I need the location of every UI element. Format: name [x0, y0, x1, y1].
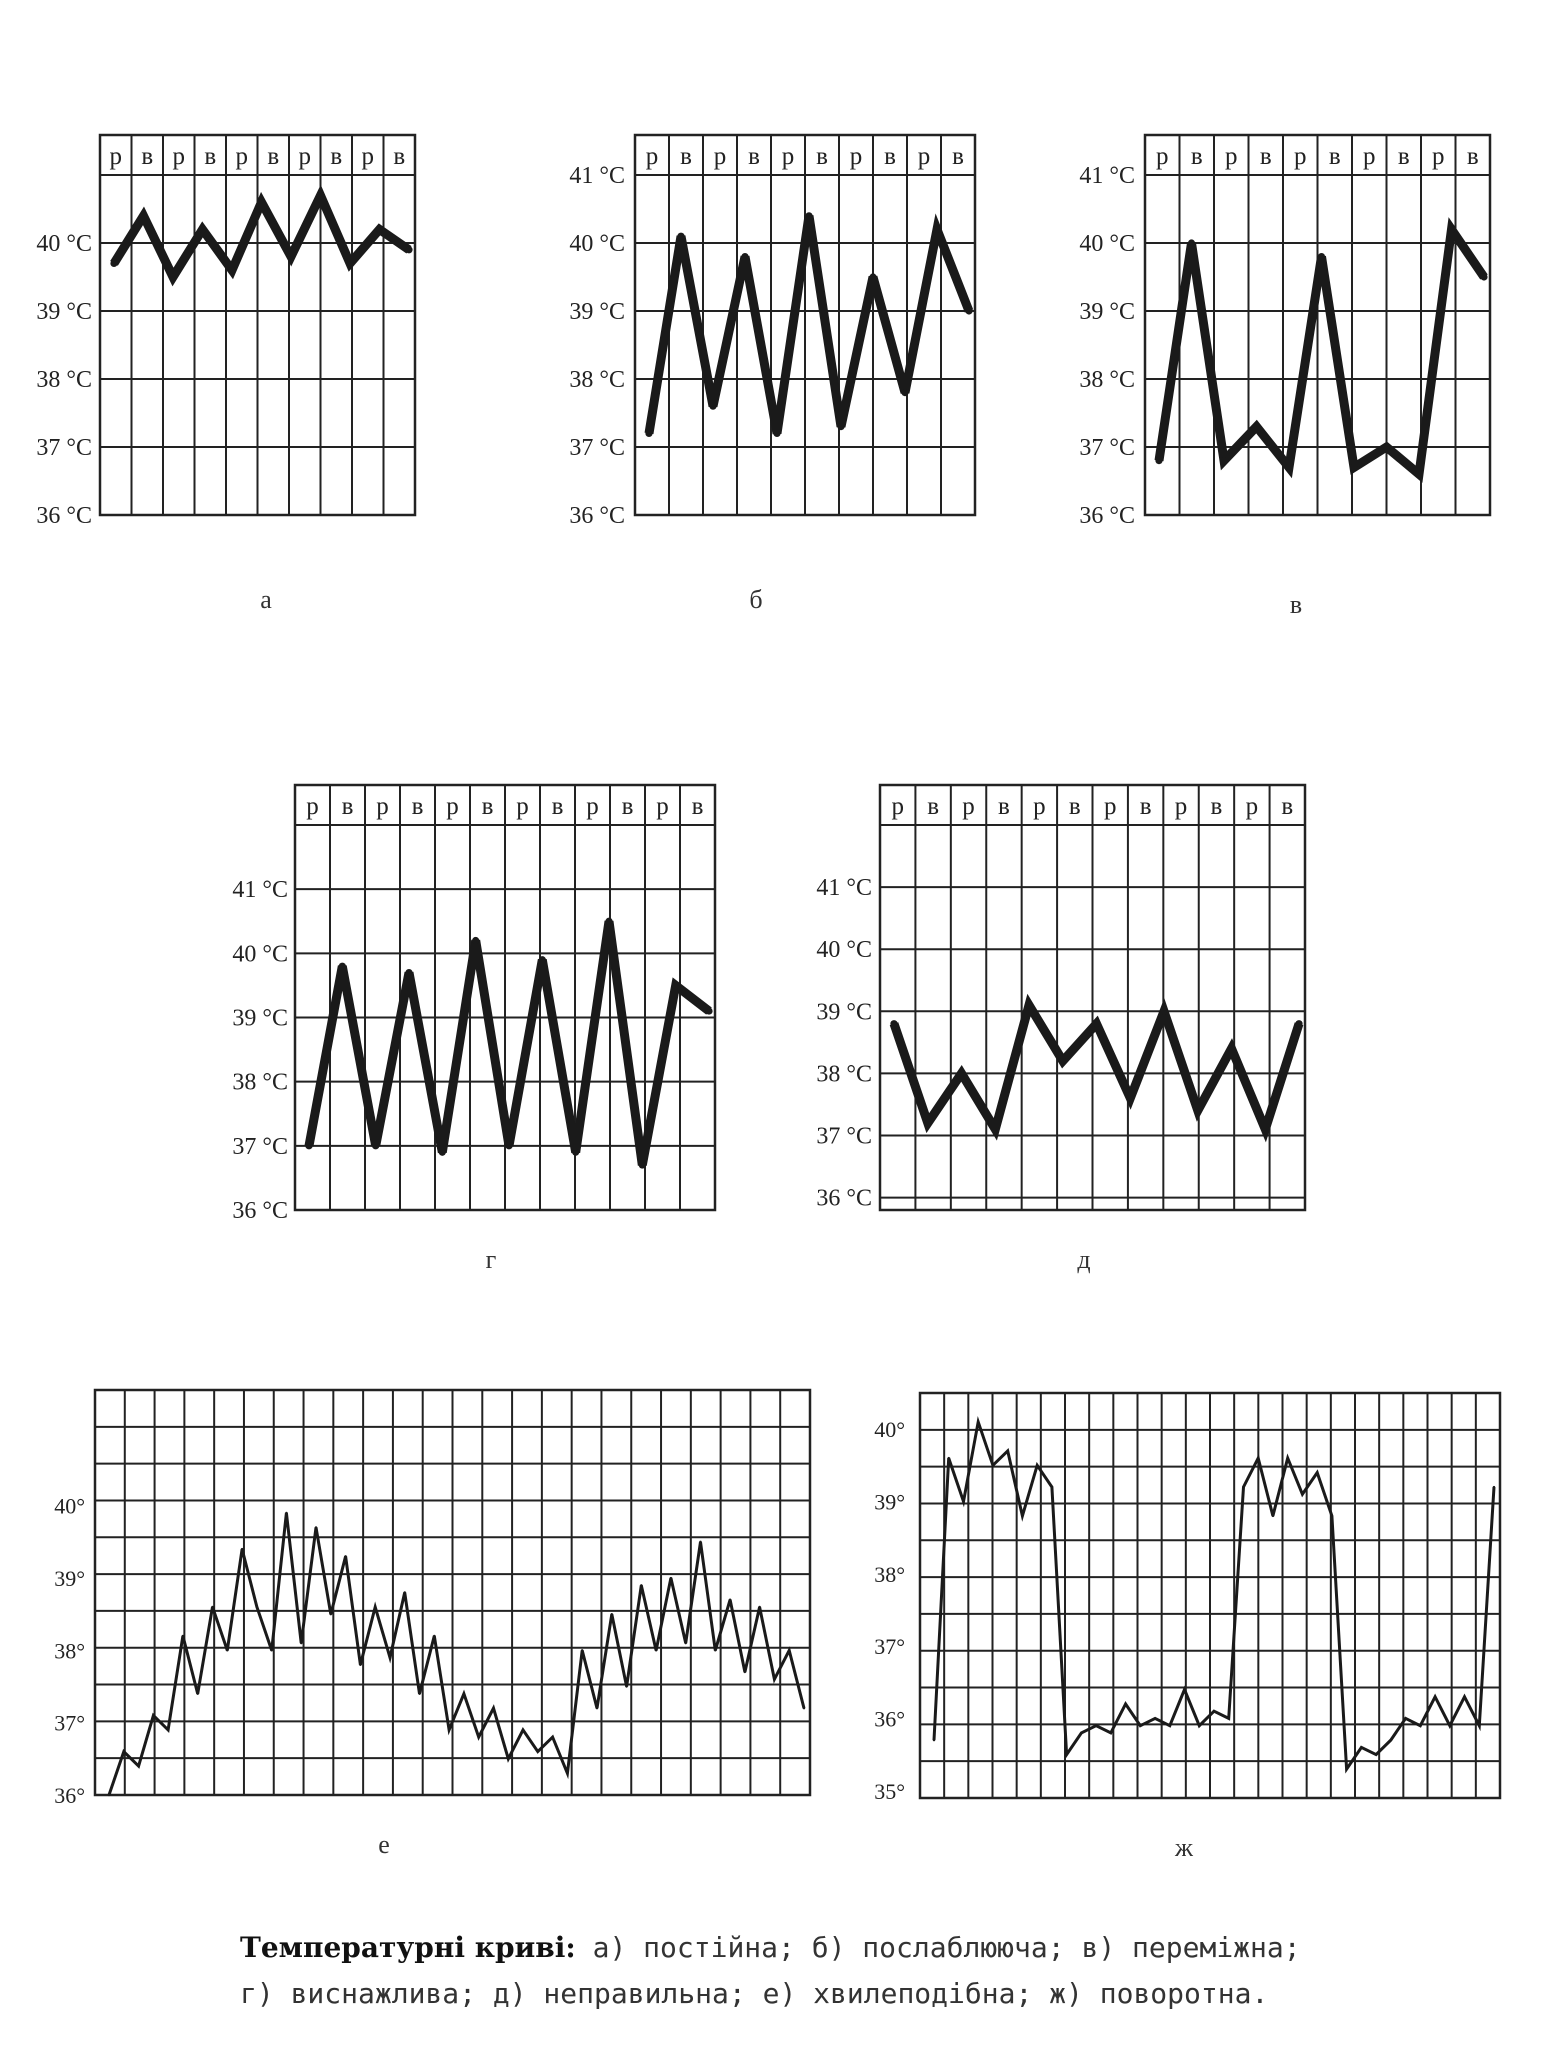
- series-line: [934, 1422, 1494, 1769]
- data-point: [1183, 1688, 1185, 1690]
- y-tick-label: 37°: [874, 1634, 905, 1660]
- y-tick-label: 41 °C: [569, 163, 625, 189]
- header-label: в: [1210, 793, 1223, 820]
- data-point: [655, 1649, 657, 1651]
- grid: [95, 1390, 810, 1795]
- data-point: [788, 1649, 790, 1651]
- y-tick-label: 37 °C: [816, 1123, 872, 1150]
- data-point: [305, 1142, 312, 1149]
- data-point: [924, 1119, 931, 1126]
- data-point: [605, 918, 612, 925]
- y-tick-label: 36°: [874, 1706, 905, 1732]
- header-label: в: [816, 143, 828, 170]
- data-point: [507, 1758, 509, 1760]
- data-point: [197, 1693, 199, 1695]
- data-point: [300, 1642, 302, 1644]
- data-point: [1285, 464, 1292, 471]
- data-point: [1480, 273, 1487, 280]
- header-label: в: [267, 143, 280, 170]
- y-tick-label: 40°: [54, 1493, 85, 1519]
- data-point: [1110, 1732, 1112, 1734]
- header-label: р: [849, 143, 863, 170]
- data-point: [992, 1464, 994, 1466]
- data-point: [1286, 1457, 1288, 1459]
- data-point: [1253, 423, 1260, 430]
- chart-g: [840, 1385, 1520, 1815]
- chart-c-letter: в: [1289, 590, 1303, 619]
- data-point: [1194, 1107, 1201, 1114]
- data-point: [962, 1500, 964, 1502]
- data-point: [108, 1794, 110, 1796]
- data-point: [1257, 1457, 1259, 1459]
- data-point: [977, 1421, 979, 1423]
- header-label: р: [645, 143, 659, 170]
- grid: [100, 135, 415, 515]
- header-label: р: [306, 793, 319, 820]
- header-label: в: [1190, 143, 1203, 170]
- header-label: в: [411, 793, 424, 820]
- data-point: [1160, 1008, 1167, 1015]
- chart-e: [780, 745, 1310, 1235]
- series-line: [309, 921, 709, 1165]
- y-tick-label: 36 °C: [232, 1198, 288, 1224]
- y-tick-label: 40 °C: [569, 231, 625, 257]
- caption-line1: а) постійна; б) послаблююча; в) переміжна;: [575, 1931, 1301, 1964]
- header-label: р: [962, 793, 975, 820]
- header-label: в: [204, 143, 217, 170]
- data-point: [140, 212, 147, 219]
- data-point: [1025, 1001, 1032, 1008]
- data-point: [317, 192, 324, 199]
- header-label: в: [551, 793, 564, 820]
- data-point: [1095, 1724, 1097, 1726]
- data-point: [729, 1599, 731, 1601]
- data-point: [805, 212, 812, 219]
- header-label: р: [298, 143, 311, 170]
- data-point: [551, 1736, 553, 1738]
- data-point: [714, 1649, 716, 1651]
- header-label: р: [1156, 143, 1169, 170]
- data-point: [405, 969, 412, 976]
- y-tick-label: 41 °C: [232, 877, 288, 904]
- y-tick-label: 39°: [54, 1566, 85, 1592]
- data-point: [256, 1606, 258, 1608]
- header-label: в: [1259, 143, 1272, 170]
- data-point: [1345, 1768, 1347, 1770]
- data-point: [539, 956, 546, 963]
- data-point: [1478, 1724, 1480, 1726]
- chart-b: [520, 95, 990, 565]
- header-label: р: [235, 143, 248, 170]
- data-point: [837, 423, 844, 430]
- data-point: [389, 1656, 391, 1658]
- header-label: р: [1363, 143, 1376, 170]
- chart-f: [30, 1385, 830, 1815]
- data-point: [492, 1707, 494, 1709]
- data-point: [1434, 1696, 1436, 1698]
- y-tick-label: 38 °C: [1079, 367, 1135, 393]
- data-point: [1220, 457, 1227, 464]
- data-point: [1006, 1450, 1008, 1452]
- header-label: в: [393, 143, 406, 170]
- data-point: [1448, 226, 1455, 233]
- header-label: в: [1328, 143, 1341, 170]
- y-tick-label: 39 °C: [36, 299, 92, 325]
- data-point: [330, 1613, 332, 1615]
- data-point: [645, 430, 652, 437]
- data-point: [1228, 1045, 1235, 1052]
- data-point: [611, 1613, 613, 1615]
- grid: [880, 785, 1305, 1210]
- header-label: р: [446, 793, 459, 820]
- data-point: [773, 430, 780, 437]
- header-label: в: [341, 793, 354, 820]
- chart-g-letter: ж: [1175, 1833, 1193, 1862]
- chart-a: [36, 95, 480, 565]
- header-label: в: [691, 793, 704, 820]
- data-point: [741, 253, 748, 260]
- chart-a-letter: а: [260, 585, 272, 614]
- data-point: [359, 1664, 361, 1666]
- data-point: [1419, 1724, 1421, 1726]
- data-point: [1301, 1493, 1303, 1495]
- data-point: [596, 1707, 598, 1709]
- data-point: [477, 1736, 479, 1738]
- data-point: [699, 1541, 701, 1543]
- header-label: в: [1466, 143, 1479, 170]
- data-point: [709, 403, 716, 410]
- data-point: [169, 273, 176, 280]
- data-point: [1036, 1464, 1038, 1466]
- data-point: [1242, 1486, 1244, 1488]
- y-tick-label: 39°: [874, 1489, 905, 1515]
- y-tick-label: 35°: [874, 1778, 905, 1804]
- data-point: [1051, 1486, 1053, 1488]
- y-tick-label: 41 °C: [816, 875, 872, 902]
- data-point: [258, 199, 265, 206]
- series-line: [649, 216, 969, 434]
- header-label: р: [1245, 793, 1259, 820]
- y-tick-label: 40 °C: [232, 941, 288, 968]
- data-point: [241, 1548, 243, 1550]
- series-line: [114, 195, 409, 277]
- header-label: в: [330, 143, 343, 170]
- data-point: [339, 963, 346, 970]
- y-tick-label: 38°: [54, 1638, 85, 1664]
- data-point: [418, 1693, 420, 1695]
- figure-caption: [240, 1925, 1420, 2017]
- data-point: [1169, 1724, 1171, 1726]
- data-point: [901, 389, 908, 396]
- data-point: [566, 1772, 568, 1774]
- data-point: [869, 273, 876, 280]
- header-label: р: [1432, 143, 1445, 170]
- header-label: р: [1103, 793, 1117, 820]
- data-point: [1124, 1703, 1126, 1705]
- data-point: [228, 267, 235, 274]
- data-point: [1316, 1471, 1318, 1473]
- header-label: р: [376, 793, 389, 820]
- header-label: р: [1225, 143, 1238, 170]
- data-point: [948, 1457, 950, 1459]
- data-point: [1127, 1095, 1134, 1102]
- data-point: [346, 260, 353, 267]
- data-point: [376, 226, 383, 233]
- data-point: [1198, 1724, 1200, 1726]
- y-tick-label: 40 °C: [816, 937, 872, 964]
- header-label: в: [1397, 143, 1410, 170]
- data-point: [472, 937, 479, 944]
- data-point: [285, 1512, 287, 1514]
- data-point: [933, 226, 940, 233]
- y-tick-label: 40°: [874, 1417, 905, 1443]
- data-point: [1059, 1057, 1066, 1064]
- data-point: [890, 1020, 897, 1027]
- data-point: [287, 253, 294, 260]
- data-point: [1139, 1724, 1141, 1726]
- y-tick-label: 37 °C: [36, 435, 92, 461]
- data-point: [1213, 1710, 1215, 1712]
- data-point: [670, 1577, 672, 1579]
- data-point: [226, 1649, 228, 1651]
- data-point: [505, 1142, 512, 1149]
- data-point: [1188, 239, 1195, 246]
- header-label: р: [1033, 793, 1046, 820]
- data-point: [110, 260, 117, 267]
- data-point: [744, 1671, 746, 1673]
- y-tick-label: 36 °C: [1079, 503, 1135, 529]
- y-tick-label: 40 °C: [36, 231, 92, 257]
- data-point: [1390, 1739, 1392, 1741]
- header-label: р: [1174, 793, 1188, 820]
- data-point: [405, 246, 412, 253]
- y-tick-label: 39 °C: [232, 1005, 288, 1032]
- data-point: [1375, 1753, 1377, 1755]
- data-point: [1383, 443, 1390, 450]
- header-label: в: [748, 143, 760, 170]
- data-point: [448, 1729, 450, 1731]
- y-tick-label: 39 °C: [569, 299, 625, 325]
- header-label: в: [1068, 793, 1081, 820]
- y-tick-label: 38 °C: [569, 367, 625, 393]
- data-point: [685, 1642, 687, 1644]
- data-point: [1463, 1696, 1465, 1698]
- data-point: [1021, 1515, 1023, 1517]
- y-tick-label: 38°: [874, 1561, 905, 1587]
- header-label: в: [481, 793, 494, 820]
- data-point: [1272, 1515, 1274, 1517]
- data-point: [137, 1765, 139, 1767]
- data-point: [182, 1635, 184, 1637]
- data-point: [1154, 1717, 1156, 1719]
- chart-c: [1040, 95, 1520, 565]
- y-tick-label: 38 °C: [36, 367, 92, 393]
- data-point: [433, 1635, 435, 1637]
- y-tick-label: 38 °C: [816, 1061, 872, 1088]
- y-tick-label: 36 °C: [36, 503, 92, 529]
- data-point: [705, 1007, 712, 1014]
- header-label: р: [361, 143, 374, 170]
- data-point: [463, 1693, 465, 1695]
- data-point: [344, 1555, 346, 1557]
- y-tick-label: 36 °C: [569, 503, 625, 529]
- header-label: р: [713, 143, 727, 170]
- header-label: р: [172, 143, 185, 170]
- data-point: [965, 307, 972, 314]
- data-point: [270, 1649, 272, 1651]
- data-point: [374, 1606, 376, 1608]
- header-label: р: [781, 143, 795, 170]
- data-point: [672, 982, 679, 989]
- header-label: в: [952, 143, 964, 170]
- data-point: [404, 1591, 406, 1593]
- data-point: [758, 1606, 760, 1608]
- series-line: [1159, 229, 1484, 474]
- data-point: [1262, 1126, 1269, 1133]
- data-point: [958, 1070, 965, 1077]
- y-tick-label: 37 °C: [232, 1133, 288, 1160]
- data-point: [639, 1161, 646, 1168]
- data-point: [315, 1526, 317, 1528]
- header-label: р: [891, 793, 904, 820]
- data-point: [1331, 1515, 1333, 1517]
- y-tick-label: 36 °C: [816, 1185, 872, 1212]
- header-label: р: [1294, 143, 1307, 170]
- data-point: [1350, 464, 1357, 471]
- header-label: р: [586, 793, 599, 820]
- y-tick-label: 38 °C: [232, 1069, 288, 1096]
- header-label: в: [998, 793, 1010, 820]
- data-point: [992, 1126, 999, 1133]
- header-label: р: [109, 143, 122, 170]
- data-point: [572, 1149, 579, 1156]
- header-label: в: [1281, 793, 1294, 820]
- data-point: [640, 1584, 642, 1586]
- header-label: в: [927, 793, 940, 820]
- data-point: [1415, 471, 1422, 478]
- data-point: [1493, 1486, 1495, 1488]
- header-label: р: [516, 793, 529, 820]
- data-point: [211, 1606, 213, 1608]
- data-point: [1093, 1020, 1100, 1027]
- header-label: в: [680, 143, 692, 170]
- chart-d-letter: г: [485, 1245, 497, 1274]
- chart-e-letter: д: [1077, 1245, 1091, 1274]
- y-tick-label: 39 °C: [816, 999, 872, 1026]
- y-tick-label: 37 °C: [1079, 435, 1135, 461]
- data-point: [199, 226, 206, 233]
- chart-f-letter: е: [378, 1830, 390, 1859]
- data-point: [677, 233, 684, 240]
- data-point: [773, 1678, 775, 1680]
- data-point: [537, 1750, 539, 1752]
- data-point: [1318, 253, 1325, 260]
- chart-b-letter: б: [749, 585, 763, 614]
- grid: [635, 135, 975, 515]
- y-tick-label: 37°: [54, 1710, 85, 1736]
- chart-d: [200, 745, 730, 1235]
- header-label: в: [621, 793, 634, 820]
- header-label: в: [884, 143, 896, 170]
- data-point: [933, 1739, 935, 1741]
- header-label: р: [656, 793, 669, 820]
- y-tick-label: 41 °C: [1079, 163, 1135, 189]
- data-point: [1080, 1732, 1082, 1734]
- header-label: в: [1139, 793, 1152, 820]
- data-point: [1404, 1717, 1406, 1719]
- data-point: [372, 1142, 379, 1149]
- data-point: [167, 1729, 169, 1731]
- data-point: [581, 1649, 583, 1651]
- y-tick-label: 36°: [54, 1783, 85, 1808]
- data-point: [439, 1149, 446, 1156]
- data-point: [123, 1750, 125, 1752]
- caption-title: Температурні криві:: [240, 1931, 576, 1964]
- data-point: [522, 1729, 524, 1731]
- data-point: [1295, 1020, 1302, 1027]
- data-point: [803, 1707, 805, 1709]
- data-point: [1360, 1746, 1362, 1748]
- data-point: [152, 1714, 154, 1716]
- data-point: [1065, 1753, 1067, 1755]
- data-point: [1449, 1724, 1451, 1726]
- y-tick-label: 40 °C: [1079, 231, 1135, 257]
- header-label: р: [917, 143, 931, 170]
- y-tick-label: 39 °C: [1079, 299, 1135, 325]
- data-point: [625, 1685, 627, 1687]
- y-tick-label: 37 °C: [569, 435, 625, 461]
- data-point: [1155, 457, 1162, 464]
- header-label: в: [141, 143, 154, 170]
- caption-line2: г) виснажлива; д) неправильна; е) хвилеподібна; ж) поворотна.: [240, 1977, 1269, 2010]
- data-point: [1228, 1717, 1230, 1719]
